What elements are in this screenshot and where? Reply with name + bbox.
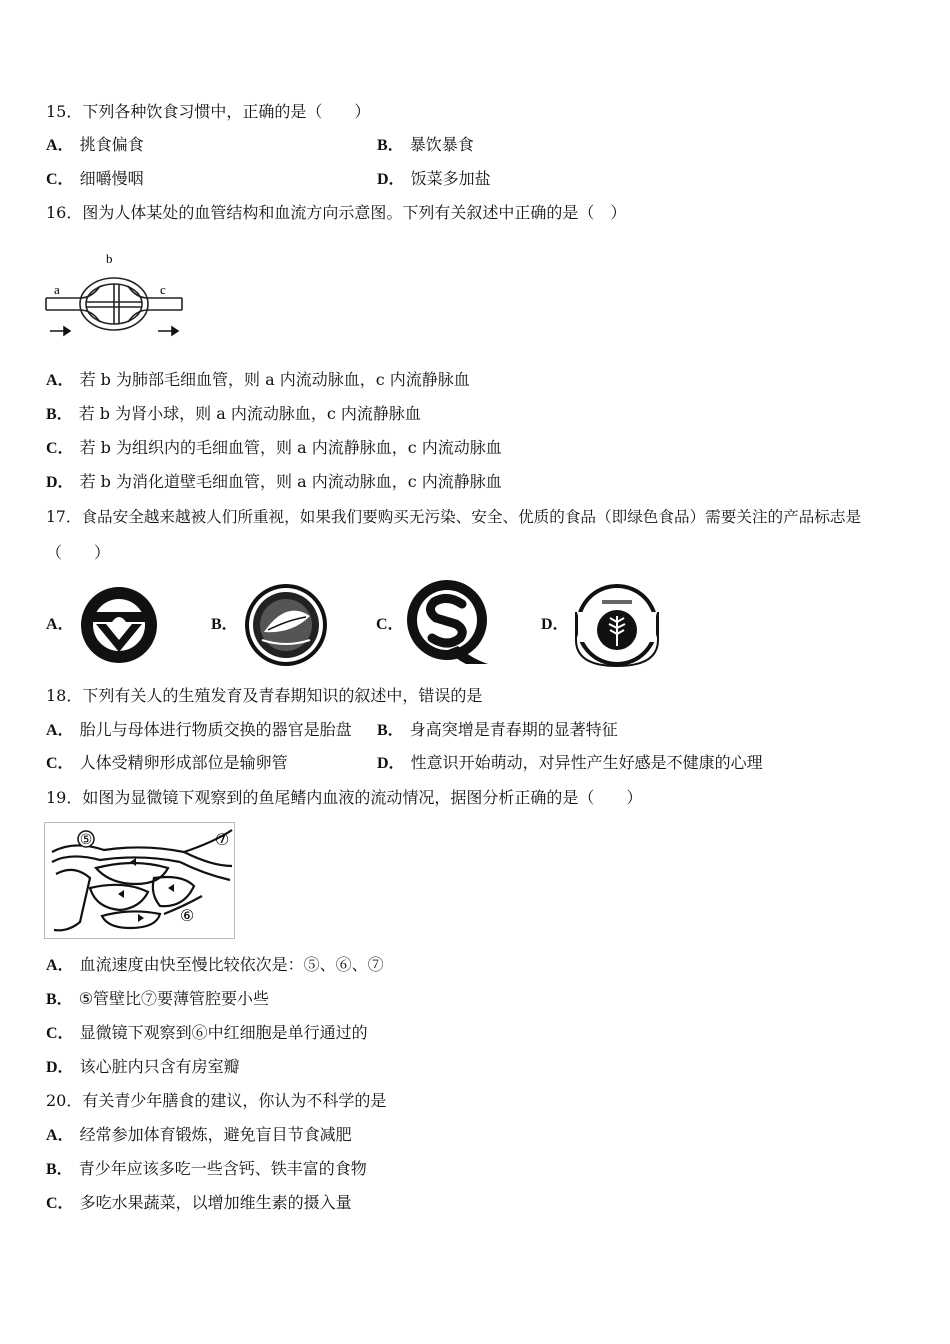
- flow-arrow-icon: [158, 327, 178, 335]
- label-b: b: [106, 251, 113, 266]
- q15-option-b[interactable]: [377, 134, 474, 157]
- option-label: B．: [46, 1161, 73, 1178]
- q19-option-b[interactable]: [46, 988, 269, 1011]
- label-7: ⑦: [214, 830, 230, 849]
- q18-option-c[interactable]: [46, 752, 288, 775]
- q18-option-a[interactable]: [46, 719, 352, 742]
- q20-option-c[interactable]: [46, 1192, 352, 1215]
- option-label: C．: [46, 171, 74, 188]
- option-text: 饭菜多加盐: [410, 169, 491, 188]
- q15-stem: 15．下列各种饮食习惯中，正确的是（ ）: [46, 102, 371, 121]
- option-text: 若 b 为肾小球，则 a 内流动脉血，c 内流静脉血: [78, 404, 421, 423]
- q20-option-b[interactable]: [46, 1158, 367, 1181]
- q16-stem: 16．图为人体某处的血管结构和血流方向示意图。下列有关叙述中正确的是（ ）: [46, 203, 627, 222]
- option-label: D．: [377, 755, 405, 772]
- option-label: A．: [46, 137, 74, 154]
- option-text: 身高突增是青春期的显著特征: [409, 720, 618, 739]
- option-text: 胎儿与母体进行物质交换的器官是胎盘: [79, 720, 352, 739]
- q18-option-d[interactable]: [377, 752, 763, 775]
- q15-option-a[interactable]: [46, 134, 144, 157]
- q19-option-c[interactable]: [46, 1022, 368, 1045]
- option-text: 细嚼慢咽: [79, 169, 144, 188]
- option-label: C．: [46, 440, 74, 457]
- q16-blood-vessel-figure: [44, 248, 184, 340]
- q19-option-d[interactable]: [46, 1056, 240, 1079]
- q20-stem: 20．有关青少年膳食的建议，你认为不科学的是: [46, 1091, 387, 1110]
- q18-stem: 18．下列有关人的生殖发育及青春期知识的叙述中，错误的是: [46, 686, 483, 705]
- option-label: B．: [377, 137, 404, 154]
- flow-arrow-icon: [50, 327, 70, 335]
- q17-option-d-label[interactable]: D．: [541, 616, 569, 633]
- option-label: C．: [46, 1195, 74, 1212]
- q20-option-a[interactable]: [46, 1124, 352, 1147]
- option-text: 若 b 为肺部毛细血管，则 a 内流动脉血，c 内流静脉血: [79, 370, 470, 389]
- q16-option-a[interactable]: [46, 369, 470, 392]
- option-label: A．: [46, 722, 74, 739]
- option-label: D．: [377, 171, 405, 188]
- q17-stem-line2: （ ）: [46, 543, 111, 562]
- q17-stem-line1: 17．食品安全越来越被人们所重视，如果我们要购买无污染、安全、优质的食品（即绿色食品）需要关注的产品标志是: [46, 508, 862, 526]
- q16-option-b[interactable]: [46, 403, 421, 426]
- q19-fish-tail-capillary-figure: [44, 822, 236, 940]
- option-text: ⑤管壁比⑦要薄管腔要小些: [78, 989, 270, 1008]
- option-label: B．: [377, 722, 404, 739]
- option-label: A．: [46, 372, 74, 389]
- q15-option-d[interactable]: [377, 168, 491, 191]
- q16-option-c[interactable]: [46, 437, 502, 460]
- q16-option-d[interactable]: [46, 471, 502, 494]
- option-text: 经常参加体育锻炼，避免盲目节食减肥: [79, 1125, 352, 1144]
- q15-option-c[interactable]: [46, 168, 144, 191]
- option-text: 若 b 为消化道壁毛细血管，则 a 内流动脉血，c 内流静脉血: [79, 472, 502, 491]
- option-text: 若 b 为组织内的毛细血管，则 a 内流静脉血，c 内流动脉血: [79, 438, 502, 457]
- q19-option-a[interactable]: [46, 954, 384, 977]
- option-label: C．: [46, 1025, 74, 1042]
- option-label: D．: [46, 1059, 74, 1076]
- q17-option-a-label[interactable]: A．: [46, 616, 74, 633]
- option-text: 血流速度由快至慢比较依次是：⑤、⑥、⑦: [79, 955, 384, 974]
- option-label: C．: [46, 755, 74, 772]
- eco-label-leaf-logo-icon[interactable]: [242, 582, 330, 668]
- q18-option-b[interactable]: [377, 719, 618, 742]
- option-text: 显微镜下观察到⑥中红细胞是单行通过的: [79, 1023, 368, 1042]
- option-label: A．: [46, 1127, 74, 1144]
- option-text: 人体受精卵形成部位是输卵管: [79, 753, 288, 772]
- q19-stem: 19．如图为显微镜下观察到的鱼尾鳍内血液的流动情况，据图分析正确的是（ ）: [46, 788, 643, 807]
- wheat-seal-logo-icon[interactable]: [572, 582, 662, 668]
- q17-option-b-label[interactable]: B．: [211, 616, 238, 633]
- label-c: c: [160, 282, 166, 297]
- option-label: B．: [46, 406, 73, 423]
- option-label: A．: [46, 957, 74, 974]
- option-label: D．: [46, 474, 74, 491]
- option-text: 该心脏内只含有房室瓣: [79, 1057, 240, 1076]
- option-text: 挑食偏食: [79, 135, 144, 154]
- label-a: a: [54, 282, 60, 297]
- q17-option-c-label[interactable]: C．: [376, 616, 404, 633]
- circle-v-logo-icon[interactable]: [78, 584, 160, 666]
- label-5: ⑤: [79, 832, 93, 848]
- option-text: 多吃水果蔬菜，以增加维生素的摄入量: [79, 1193, 352, 1212]
- letter-s-qs-logo-icon[interactable]: [404, 578, 490, 668]
- option-text: 暴饮暴食: [409, 135, 474, 154]
- option-text: 青少年应该多吃一些含钙、铁丰富的食物: [78, 1159, 367, 1178]
- option-text: 性意识开始萌动，对异性产生好感是不健康的心理: [410, 753, 763, 772]
- option-label: B．: [46, 991, 73, 1008]
- label-6: ⑥: [179, 906, 195, 925]
